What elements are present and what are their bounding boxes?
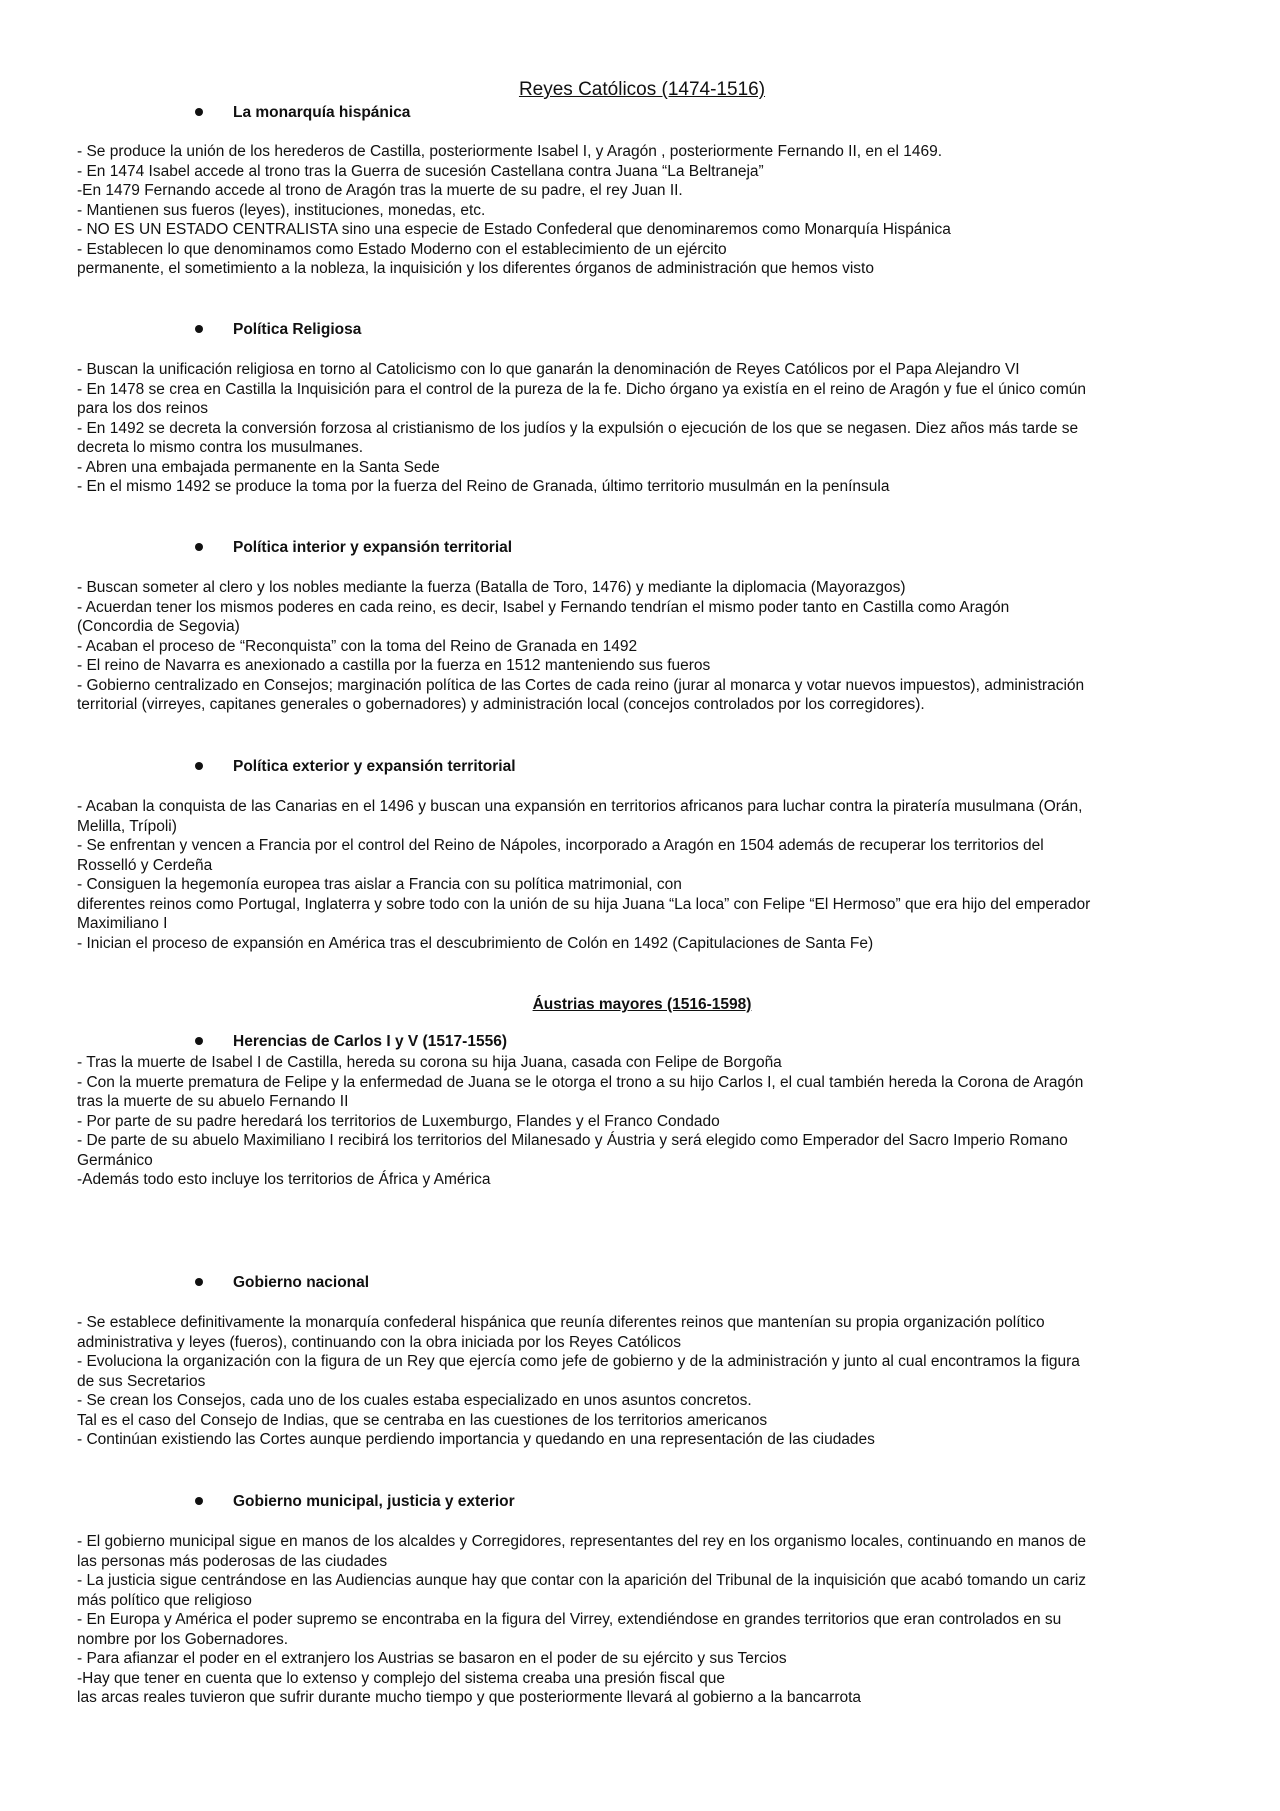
text-line: - En 1474 Isabel accede al trono tras la Guerra de sucesión Castellana contra Juana “La Beltraneja” (77, 162, 764, 180)
bullet-icon (195, 1497, 203, 1505)
text-line: -En 1479 Fernando accede al trono de Aragón tras la muerte de su padre, el rey Juan II. (77, 182, 683, 199)
text-line: - Continúan existiendo las Cortes aunque perdiendo importancia y quedando en una representación de las ciudades (77, 1431, 875, 1448)
page-title: Reyes Católicos (1474-1516) (518, 79, 766, 100)
text-line: las arcas reales tuvieron que sufrir durante mucho tiempo y que posteriormente llevará al gobierno a la bancarrota (77, 1689, 862, 1706)
text-line: Tal es el caso del Consejo de Indias, que se centraba en las cuestiones de los territorios americanos (77, 1411, 768, 1429)
bullet-icon (195, 1278, 203, 1286)
section-heading-exterior: Política exterior y expansión territorial (233, 758, 516, 775)
section-heading-gobierno-nacional: Gobierno nacional (233, 1274, 370, 1291)
text-line: - Buscan la unificación religiosa en torno al Catolicismo con lo que ganarán la denominación de Reyes Católicos por el Papa Alejandro VI (77, 361, 1020, 378)
text-line: - Se crean los Consejos, cada uno de los cuales estaba especializado en unos asuntos concretos. (77, 1392, 752, 1409)
text-line: territorial (virreyes, capitanes generales o gobernadores) y administración local (concejos controlados por los corregidores). (77, 696, 925, 713)
text-line: - Mantienen sus fueros (leyes), instituciones, monedas, etc. (77, 201, 486, 219)
text-line: - El gobierno municipal sigue en manos de los alcaldes y Corregidores, representantes del rey en los organismo locales, continuando en manos de (77, 1533, 1086, 1550)
bullet-icon (195, 325, 203, 333)
text-line: administrativa y leyes (fueros), continuando con la obra iniciada por los Reyes Católicos (77, 1333, 681, 1351)
text-line: - Establecen lo que denominamos como Estado Moderno con el establecimiento de un ejército (77, 240, 727, 258)
text-line: más político que religioso (77, 1591, 252, 1609)
section-body-gobierno-municipal (77, 1532, 1207, 1708)
text-line: - Acaban el proceso de “Reconquista” con la toma del Reino de Granada en 1492 (77, 637, 638, 655)
text-line: las personas más poderosas de las ciudades (77, 1552, 388, 1570)
text-line: nombre por los Gobernadores. (77, 1630, 289, 1648)
text-line: - Por parte de su padre heredará los territorios de Luxemburgo, Flandes y el Franco Condado (77, 1112, 720, 1130)
section-title-austrias: Áustrias mayores (1516-1598) (532, 996, 752, 1013)
text-line: - La justicia sigue centrándose en las Audiencias aunque hay que contar con la aparición del Tribunal de la inquisición que acabó tomando un cariz (77, 1572, 1087, 1589)
text-line: tras la muerte de su abuelo Fernando II (77, 1093, 349, 1110)
section-body-gobierno-nacional (77, 1313, 1207, 1450)
text-line: - NO ES UN ESTADO CENTRALISTA sino una especie de Estado Confederal que denominaremos como Monarquía Hispánica (77, 221, 951, 238)
section-heading-interior: Política interior y expansión territorial (233, 539, 513, 556)
text-line: permanente, el sometimiento a la nobleza, la inquisición y los diferentes órganos de administración que hemos visto (77, 260, 874, 277)
section-body-exterior (77, 797, 1207, 953)
text-line: (Concordia de Segovia) (77, 618, 240, 635)
text-line: - Inician el proceso de expansión en América tras el descubrimiento de Colón en 1492 (Capitulaciones de Santa Fe) (77, 934, 874, 952)
bullet-icon (195, 108, 203, 116)
section-body-religiosa (77, 360, 1207, 497)
bullet-icon (195, 543, 203, 551)
text-line: - Gobierno centralizado en Consejos; marginación política de las Cortes de cada reino (jurar al monarca y votar nuevos impuestos), administración (77, 676, 1085, 694)
text-line: decreta lo mismo contra los musulmanes. (77, 439, 364, 456)
text-line: - De parte de su abuelo Maximiliano I recibirá los territorios del Milanesado y Áustria y será elegido como Emperador del Sacro Imperio Romano (77, 1132, 1068, 1149)
text-line: diferentes reinos como Portugal, Inglaterra y sobre todo con la unión de su hija Juana “La loca” con Felipe “El Hermoso” que era hijo del emperador (77, 895, 1091, 913)
bullet-icon (195, 1037, 203, 1045)
section-heading-herencias: Herencias de Carlos I y V (1517-1556) (233, 1033, 507, 1050)
text-line: - Se establece definitivamente la monarquía confederal hispánica que reunía diferentes reinos que mantenían su propia organización político (77, 1314, 1045, 1331)
text-line: - Se produce la unión de los herederos de Castilla, posteriormente Isabel I, y Aragón , posteriormente Fernando II, en el 1469. (77, 143, 943, 160)
text-line: - En Europa y América el poder supremo se encontraba en la figura del Virrey, extendiéndose en grandes territorios que eran controlados en su (77, 1611, 1062, 1628)
text-line: para los dos reinos (77, 400, 208, 417)
text-line: Melilla, Trípoli) (77, 817, 177, 835)
text-line: -Hay que tener en cuenta que lo extenso y complejo del sistema creaba una presión fiscal que (77, 1669, 725, 1687)
text-line: - Acuerdan tener los mismos poderes en cada reino, es decir, Isabel y Fernando tendrían el mismo poder tanto en Castilla como Aragón (77, 598, 1010, 616)
text-line: - El reino de Navarra es anexionado a castilla por la fuerza en 1512 manteniendo sus fueros (77, 657, 711, 674)
text-line: de sus Secretarios (77, 1372, 206, 1390)
bullet-icon (195, 762, 203, 770)
text-line: Maximiliano I (77, 915, 168, 932)
text-line: - Buscan someter al clero y los nobles mediante la fuerza (Batalla de Toro, 1476) y mediante la diplomacia (Mayorazgos) (77, 579, 906, 596)
text-line: - En el mismo 1492 se produce la toma por la fuerza del Reino de Granada, último territorio musulmán en la península (77, 478, 890, 495)
text-line: - Consiguen la hegemonía europea tras aislar a Francia con su política matrimonial, con (77, 876, 682, 893)
text-line: Rosselló y Cerdeña (77, 856, 213, 874)
text-line: - En 1492 se decreta la conversión forzosa al cristianismo de los judíos y la expulsión o ejecución de los que se negasen. Diez años más tarde se (77, 419, 1079, 437)
section-body-interior (77, 578, 1207, 715)
section-body-monarquia (77, 142, 1207, 279)
text-line: - Abren una embajada permanente en la Santa Sede (77, 458, 440, 476)
section-heading-religiosa: Política Religiosa (233, 321, 362, 338)
text-line: - En 1478 se crea en Castilla la Inquisición para el control de la pureza de la fe. Dicho órgano ya existía en el reino de Aragón y fue el único común (77, 380, 1086, 398)
text-line: - Se enfrentan y vencen a Francia por el control del Reino de Nápoles, incorporado a Aragón en 1504 además de recuperar los territorios del (77, 837, 1044, 854)
section-heading-gobierno-municipal: Gobierno municipal, justicia y exterior (233, 1493, 515, 1510)
text-line: - Tras la muerte de Isabel I de Castilla, hereda su corona su hija Juana, casada con Felipe de Borgoña (77, 1054, 782, 1071)
text-line: - Para afianzar el poder en el extranjero los Austrias se basaron en el poder de su ejército y sus Tercios (77, 1650, 787, 1667)
text-line: - Acaban la conquista de las Canarias en el 1496 y buscan una expansión en territorios africanos para luchar contra la piratería musulmana (Orán, (77, 798, 1083, 815)
text-line: - Evoluciona la organización con la figura de un Rey que ejercía como jefe de gobierno y de la administración y junto al cual encontramos la figura (77, 1353, 1080, 1370)
section-heading-monarquia: La monarquía hispánica (233, 104, 411, 121)
text-line: - Con la muerte prematura de Felipe y la enfermedad de Juana se le otorga el trono a su hijo Carlos I, el cual también hereda la Corona de Aragón (77, 1073, 1084, 1091)
text-line: Germánico (77, 1151, 153, 1169)
text-line: -Además todo esto incluye los territorios de África y América (77, 1171, 491, 1188)
section-body-herencias (77, 1053, 1207, 1190)
